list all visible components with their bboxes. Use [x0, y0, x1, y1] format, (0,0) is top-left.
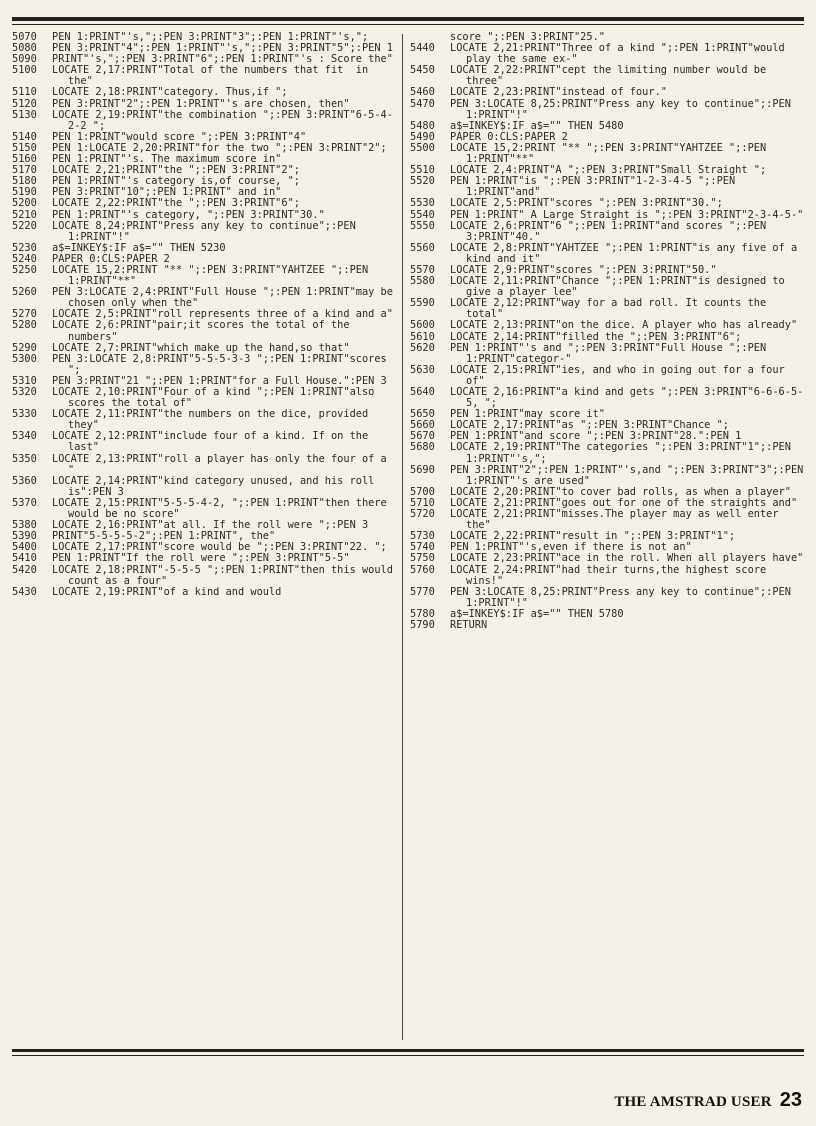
line-code: PEN 1:PRINT"'s,";:PEN 3:PRINT"3";:PEN 1:PRINT"'s,";: [52, 31, 369, 43]
line-code: LOCATE 2,21:PRINT"misses.The player may as well enter the": [450, 508, 785, 532]
line-code: LOCATE 2,21:PRINT"Three of a kind ";:PEN 1:PRINT"would play the same ex-": [450, 42, 791, 66]
line-number: 5230: [12, 241, 37, 254]
line-code: LOCATE 2,15:PRINT"ies, and who in going out for a four of": [450, 363, 791, 387]
line-code: PEN 1:PRINT"'s,even if there is not an": [450, 541, 692, 554]
line-code: LOCATE 2,7:PRINT"which make up the hand,so that": [52, 341, 350, 354]
line-code: LOCATE 2,12:PRINT"way for a bad roll. It counts the total": [450, 297, 773, 321]
line-number: 5120: [12, 97, 37, 110]
line-number: 5730: [410, 530, 435, 543]
line-number: 5450: [410, 64, 435, 77]
line-code: LOCATE 2,6:PRINT"pair;it scores the total of the numbers": [52, 319, 356, 343]
line-number: 5710: [410, 496, 435, 509]
code-line: [410, 99, 806, 121]
code-line: [410, 509, 806, 531]
line-code: PEN 1:PRINT"'s category is,of course, ";: [52, 175, 300, 188]
line-number: 5380: [12, 519, 37, 532]
line-code: PEN 3:PRINT"4";:PEN 1:PRINT"'s,";:PEN 3:PRINT"5";:PEN 1: [52, 42, 393, 55]
line-code: PEN 3:LOCATE 8,25:PRINT"Press any key to continue";:PEN 1:PRINT"!": [450, 585, 798, 609]
line-number: 5160: [12, 153, 37, 166]
line-code: LOCATE 2,5:PRINT"scores ";:PEN 3:PRINT"30.";: [450, 197, 723, 210]
code-line: [410, 143, 806, 165]
line-number: 5290: [12, 341, 37, 354]
line-code: LOCATE 2,11:PRINT"Chance ";:PEN 1:PRINT"is designed to give a player lee": [450, 275, 791, 299]
line-number: 5560: [410, 241, 435, 254]
line-number: 5520: [410, 175, 435, 188]
line-code: PEN 1:PRINT"'s. The maximum score in": [52, 153, 282, 166]
line-code: PEN 1:PRINT"and score ";:PEN 3:PRINT"28.":PEN 1: [450, 430, 742, 443]
line-number: 5530: [410, 197, 435, 210]
line-code: LOCATE 2,23:PRINT"ace in the roll. When all players have": [450, 552, 804, 565]
line-code: PEN 1:PRINT"would score ";:PEN 3:PRINT"4": [52, 130, 307, 143]
line-code: PEN 3:LOCATE 2,8:PRINT"5-5-5-3-3 ";:PEN 1:PRINT"scores ";: [52, 352, 393, 376]
line-number: 5690: [410, 463, 435, 476]
line-code: LOCATE 2,19:PRINT"The categories ";:PEN 3:PRINT"1";:PEN 1:PRINT"'s,";: [450, 441, 798, 465]
line-code: LOCATE 2,22:PRINT"the ";:PEN 3:PRINT"6";: [52, 197, 300, 210]
line-number: 5370: [12, 496, 37, 509]
line-code: LOCATE 15,2:PRINT "** ";:PEN 3:PRINT"YAHTZEE ";:PEN 1:PRINT"**": [52, 263, 375, 288]
line-number: 5250: [12, 263, 37, 276]
line-number: 5410: [12, 552, 37, 565]
code-line: [12, 587, 396, 598]
line-code: PEN 1:PRINT"may score it": [450, 408, 605, 421]
column-divider: [402, 34, 403, 1040]
line-number: 5090: [12, 53, 37, 66]
listing-left-column: [12, 31, 400, 1044]
line-number: 5570: [410, 263, 435, 276]
code-line: [12, 221, 396, 243]
code-line: [12, 409, 396, 431]
line-code: LOCATE 2,6:PRINT"6 ";:PEN 1:PRINT"and scores ";:PEN 3:PRINT"40.": [450, 219, 773, 243]
line-number: 5600: [410, 319, 435, 332]
line-number: 5350: [12, 452, 37, 465]
line-number: 5390: [12, 530, 37, 543]
line-code: LOCATE 2,19:PRINT"of a kind and would: [52, 585, 282, 598]
line-number: 5210: [12, 208, 37, 221]
code-line: [12, 498, 396, 520]
line-number: 5340: [12, 430, 37, 443]
line-code: PEN 3:LOCATE 2,4:PRINT"Full House ";:PEN 1:PRINT"may be chosen only when the": [52, 286, 400, 310]
line-number: 5630: [410, 363, 435, 376]
code-line: [12, 454, 396, 476]
line-number: 5460: [410, 86, 435, 99]
code-line: [12, 110, 396, 132]
line-number: 5240: [12, 252, 37, 265]
line-code: PEN 3:PRINT"10";:PEN 1:PRINT" and in": [52, 186, 282, 199]
line-number: 5720: [410, 508, 435, 521]
line-code: PRINT"'s,";:PEN 3:PRINT"6";:PEN 1:PRINT"'s : Score the": [52, 53, 393, 66]
line-code: PEN 3:LOCATE 8,25:PRINT"Press any key to continue";:PEN 1:PRINT"!": [450, 97, 798, 121]
line-number: 5170: [12, 164, 37, 177]
code-line: [12, 354, 396, 376]
line-code: PEN 3:PRINT"21 ";:PEN 1:PRINT"for a Full House.":PEN 3: [52, 374, 387, 387]
line-code: LOCATE 2,23:PRINT"instead of four.": [450, 86, 667, 99]
code-line: [12, 563, 400, 587]
code-line: [12, 320, 396, 342]
line-code: LOCATE 2,13:PRINT"roll a player has only the four of a ": [52, 452, 393, 476]
line-number: 5140: [12, 130, 37, 143]
line-number: 5550: [410, 219, 435, 232]
line-number: 5360: [12, 474, 37, 487]
line-number: 5180: [12, 175, 37, 188]
line-number: 5260: [12, 286, 37, 299]
line-number: 5510: [410, 164, 435, 177]
line-number: 5540: [410, 208, 435, 221]
code-line: [410, 221, 806, 243]
line-number: 5430: [12, 585, 37, 598]
line-number: 5470: [410, 97, 435, 110]
line-number: 5750: [410, 552, 435, 565]
line-code: LOCATE 2,21:PRINT"the ";:PEN 3:PRINT"2";: [52, 164, 300, 177]
line-number: 5270: [12, 308, 37, 321]
line-code: LOCATE 2,22:PRINT"result in ";:PEN 3:PRINT"1";: [450, 530, 736, 543]
line-number: 5080: [12, 42, 37, 55]
line-code: a$=INKEY$:IF a$="" THEN 5480: [450, 119, 624, 132]
bottom-rule-thick: [12, 1049, 804, 1052]
code-line: [410, 43, 806, 65]
line-code: LOCATE 2,14:PRINT"filled the ";:PEN 3:PRINT"6";: [450, 330, 742, 343]
line-code: PEN 1:PRINT"'s category, ";:PEN 3:PRINT"30.": [52, 208, 325, 221]
line-code: LOCATE 2,18:PRINT"-5-5-5 ";:PEN 1:PRINT"then this would count as a four": [52, 563, 400, 587]
line-code: LOCATE 2,9:PRINT"scores ";:PEN 3:PRINT"50.": [450, 263, 717, 276]
code-line: [410, 243, 806, 265]
line-number: 5640: [410, 386, 435, 398]
line-code: LOCATE 2,11:PRINT"the numbers on the dice, provided they": [52, 408, 375, 432]
page-footer: [614, 1089, 802, 1112]
code-line: [12, 431, 396, 453]
line-number: 5670: [410, 430, 435, 443]
line-number: 5190: [12, 186, 37, 199]
line-number: 5150: [12, 141, 37, 154]
code-line: [410, 565, 806, 587]
line-code: PEN 1:PRINT"is ";:PEN 3:PRINT"1-2-3-4-5 ";:PEN 1:PRINT"and": [450, 175, 742, 199]
code-line: [410, 387, 806, 409]
code-line: [12, 65, 396, 87]
line-code: LOCATE 2,10:PRINT"Four of a kind ";:PEN 1:PRINT"also scores the total of": [52, 386, 381, 410]
code-line: [12, 476, 396, 498]
line-code: LOCATE 2,22:PRINT"cept the limiting number would be three": [450, 64, 773, 88]
line-code: LOCATE 2,18:PRINT"category. Thus,if ";: [52, 86, 288, 99]
line-code: LOCATE 2,17:PRINT"Total of the numbers that fit in the": [52, 64, 375, 88]
code-line: [12, 265, 396, 287]
code-line: [12, 387, 396, 409]
line-code: PRINT"5-5-5-5-2";:PEN 1:PRINT", the": [52, 530, 276, 543]
line-number: 5590: [410, 297, 435, 310]
line-number: 5780: [410, 607, 435, 620]
line-code: LOCATE 2,19:PRINT"the combination ";:PEN 3:PRINT"6-5-4-2-2 ";: [52, 108, 393, 132]
line-number: 5220: [12, 219, 37, 232]
line-number: 5440: [410, 42, 435, 55]
line-code: PAPER 0:CLS:PAPER 2: [52, 252, 170, 265]
line-code: LOCATE 2,17:PRINT"score would be ";:PEN 3:PRINT"22. ";: [52, 541, 387, 554]
line-number: 5650: [410, 408, 435, 421]
line-code: PEN 1:LOCATE 2,20:PRINT"for the two ";:PEN 3:PRINT"2";: [52, 141, 387, 154]
line-number: 5790: [410, 618, 435, 631]
line-number: 5760: [410, 563, 435, 576]
line-number: 5610: [410, 330, 435, 343]
line-code: PEN 3:PRINT"2";:PEN 1:PRINT"'s,and ";:PEN 3:PRINT"3";:PEN 1:PRINT"'s are used": [450, 463, 810, 487]
line-code: LOCATE 2,24:PRINT"had their turns,the highest score wins!": [450, 563, 773, 587]
line-code: LOCATE 2,17:PRINT"as ";:PEN 3:PRINT"Chance ";: [450, 419, 729, 432]
line-code: a$=INKEY$:IF a$="" THEN 5230: [52, 241, 226, 254]
line-number: 5770: [410, 585, 435, 598]
code-line: [410, 343, 806, 365]
top-rule-thin: [12, 24, 804, 25]
line-code: RETURN: [450, 618, 488, 631]
line-code: PEN 1:PRINT" A Large Straight is ";:PEN 3:PRINT"2-3-4-5-": [450, 208, 804, 221]
line-code: LOCATE 2,16:PRINT"a kind and gets ";:PEN 3:PRINT"6-6-6-5-5, ";: [450, 386, 804, 410]
line-code: LOCATE 2,8:PRINT"YAHTZEE ";:PEN 1:PRINT"is any five of a kind and it": [450, 241, 804, 265]
page-number: 23: [779, 1089, 802, 1111]
line-code: LOCATE 15,2:PRINT "** ";:PEN 3:PRINT"YAHTZEE ";:PEN 1:PRINT"**": [450, 141, 773, 166]
line-number: 5070: [12, 31, 37, 43]
line-number: 5480: [410, 119, 435, 132]
code-line: [410, 298, 806, 320]
line-number: 5620: [410, 341, 435, 354]
bottom-rule-thin: [12, 1055, 804, 1056]
line-code: LOCATE 2,16:PRINT"at all. If the roll were ";:PEN 3: [52, 519, 369, 532]
line-code: LOCATE 2,15:PRINT"5-5-5-4-2, ";:PEN 1:PRINT"then there would be no score": [52, 496, 393, 521]
code-line: [410, 65, 806, 87]
line-number: 5580: [410, 275, 435, 288]
line-code: LOCATE 2,21:PRINT"goes out for one of the straights and": [450, 496, 798, 509]
line-code: PEN 1:PRINT"'s and ";:PEN 3:PRINT"Full House ";:PEN 1:PRINT"categor-": [450, 341, 773, 365]
code-line: [410, 276, 806, 298]
line-number: 5330: [12, 408, 37, 421]
line-number: 5490: [410, 130, 435, 143]
code-line: [410, 620, 806, 631]
line-code: LOCATE 2,13:PRINT"on the dice. A player who has already": [450, 319, 798, 332]
code-line: [12, 286, 400, 310]
line-code: LOCATE 8,24:PRINT"Press any key to continue";:PEN 1:PRINT"!": [52, 219, 362, 243]
line-number: 5300: [12, 352, 37, 365]
line-number: 5500: [410, 141, 435, 154]
code-line: [410, 365, 806, 387]
line-number: 5700: [410, 485, 435, 498]
line-number: 5660: [410, 419, 435, 432]
line-code: score ";:PEN 3:PRINT"25.": [450, 31, 605, 43]
line-number: 5130: [12, 108, 37, 121]
line-number: 5100: [12, 64, 37, 77]
publication-name: THE AMSTRAD USER: [614, 1094, 772, 1110]
line-number: 5280: [12, 319, 37, 332]
line-number: 5110: [12, 86, 37, 99]
top-rule-thick: [12, 17, 804, 21]
line-code: LOCATE 2,20:PRINT"to cover bad rolls, as when a player": [450, 485, 791, 498]
line-number: 5320: [12, 386, 37, 398]
line-code: a$=INKEY$:IF a$="" THEN 5780: [450, 607, 624, 620]
line-number: 5680: [410, 441, 435, 454]
line-code: PAPER 0:CLS:PAPER 2: [450, 130, 568, 143]
code-line: [410, 587, 806, 609]
line-code: LOCATE 2,5:PRINT"roll represents three of a kind and a": [52, 308, 393, 321]
line-code: PEN 3:PRINT"2";:PEN 1:PRINT"'s are chosen, then": [52, 97, 350, 110]
line-code: PEN 1:PRINT"If the roll were ";:PEN 3:PRINT"5-5": [52, 552, 350, 565]
line-number: 5740: [410, 541, 435, 554]
line-code: LOCATE 2,12:PRINT"include four of a kind. If on the last": [52, 430, 375, 454]
line-code: LOCATE 2,4:PRINT"A ";:PEN 3:PRINT"Small Straight ";: [450, 164, 767, 177]
code-line: [410, 463, 810, 487]
code-line: [410, 442, 806, 464]
line-number: 5310: [12, 374, 37, 387]
line-number: 5200: [12, 197, 37, 210]
code-line: [410, 176, 806, 198]
listing-right-column: [410, 31, 810, 1044]
line-code: LOCATE 2,14:PRINT"kind category unused, and his roll is":PEN 3: [52, 474, 381, 498]
line-number: 5400: [12, 541, 37, 554]
line-number: 5420: [12, 563, 37, 576]
